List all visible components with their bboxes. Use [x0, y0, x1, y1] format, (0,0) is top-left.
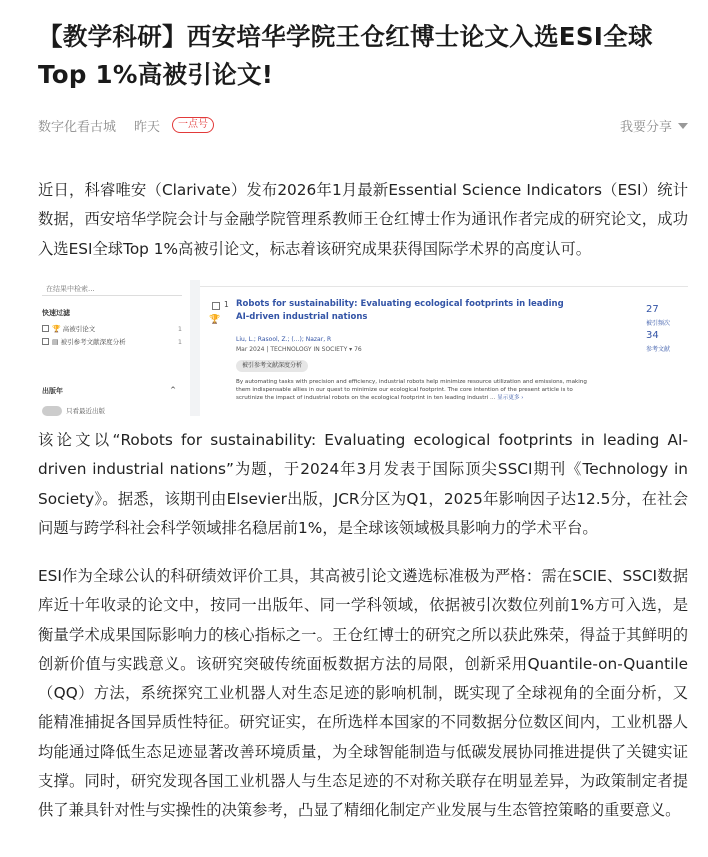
record-number: 1 — [224, 300, 229, 309]
paragraph-3: ESI作为全球公认的科研绩效评价工具，其高被引论文遴选标准极为严格：需在SCIE、SSCI数据库近十年收录的论文中，按同一出版年、同一学科领域，依据被引次数位列前1%方可入选，是衡量学术成果国际影响力的核心指标之一。王仓红博士的研究之所以获此殊荣，得益于其鲜明的创新价值与实践意义。该研究突破传统面板数据方法的局限，创新采用Quantile-on-Quantile（QQ）方法，系统探究工业机器人对生态足迹的影响机制，既实现了全球视角的全面分析，又能精准捕捉各国异质性特征。研究证实，在所选样本国家的不同数据分位数区间内，工业机器人均能通过降低生态足迹显著改善环境质量，为全球智能制造与低碳发展协同推进提供了关键实证支撑。同时，研究发现各国工业机器人与生态足迹的不对称关联存在明显差异，为政策制定者提供了兼具针对性与实操性的决策参考，凸显了精细化制定产业发展与生态管控策略的重要意义。 — [38, 567, 688, 820]
checkbox-icon — [212, 302, 220, 310]
reference-label: 参考文献 — [646, 346, 671, 353]
record-abstract — [236, 378, 596, 403]
result-record — [200, 280, 688, 416]
source-name[interactable]: 数字化看古城 — [38, 119, 117, 135]
filter-panel — [38, 280, 188, 416]
paragraph-1: 近日，科睿唯安（Clarivate）发布2026年1月最新Essential Science Indicators（ESI）统计数据，西安培华学院会计与金融学院管理系教师王仓红博士作为通讯作者完成的研究论文，成功入选ESI全球Top 1%高被引论文，标志着该研究成果获得国际学术界的高度认可。 — [38, 181, 688, 258]
filter2-label: 被引参考文献深度分析 — [60, 338, 126, 346]
analysis-icon: ▤ — [52, 337, 59, 346]
filter2-count: 1 — [177, 337, 182, 346]
filter1-count: 1 — [177, 324, 182, 333]
publish-time: 昨天 — [134, 119, 161, 135]
divider-line — [200, 286, 688, 287]
article-title: 【教学科研】西安培华学院王仓红博士论文入选ESI全球Top 1%高被引论文! — [38, 22, 653, 89]
show-more-link: 显示更多 › — [497, 395, 524, 402]
trophy-icon: 🏆 — [209, 315, 221, 325]
record-journal: Mar 2024 | TECHNOLOGY IN SOCIETY ▾ 76 — [236, 346, 362, 353]
panel-divider — [190, 280, 200, 416]
pub-year-label: 出版年 — [42, 387, 63, 395]
record-authors: Liu, L.; Rasool, Z.; (...); Nazar, R — [236, 336, 332, 343]
citation-label: 被引频次 — [646, 320, 671, 327]
share-button[interactable] — [620, 116, 688, 135]
toggle-icon — [42, 406, 62, 416]
filter-highly-cited — [42, 324, 182, 333]
chevron-down-icon — [678, 123, 688, 129]
embedded-screenshot — [38, 280, 688, 416]
quick-filter-heading: 快速过滤 — [42, 309, 70, 317]
reference-analysis-button: 被引参考文献深度分析 — [236, 360, 308, 372]
paragraph-2: 该论文以“Robots for sustainability: Evaluating ecological footprints in leading AI-driven industrial nations”为题，于2024年3月发表于国际顶尖SSCI期刊《Technology in Society》。据悉，该期刊由Elsevier出版，JCR分区为Q1，2025年影响因子达12.5分，在社会问题与跨学科社会科学领域排名稳居前1%，是全球该领域极具影响力的学术平台。 — [38, 431, 688, 537]
checkbox-icon — [42, 338, 49, 345]
filter1-label: 高被引论文 — [62, 325, 96, 333]
abstract-text: By automating tasks with precision and efficiency, industrial robots help minimize resource utilization and emissions, making them indispensable allies in our quest to minimize our ecological footprint. The core intention of the present article is to scrutinize the impact of industrial robots on the ecological footprint in ten leading industri ... — [236, 379, 587, 402]
share-label: 我要分享 — [619, 119, 672, 135]
trophy-icon: 🏆 — [52, 324, 61, 333]
chevron-up-icon: ^ — [170, 386, 176, 394]
filter-reference-analysis — [42, 337, 182, 346]
result-search-input: 在结果中检索... — [42, 280, 182, 296]
pub-year-heading — [42, 386, 182, 396]
source-badge: 一点号 — [172, 117, 214, 133]
record-title: Robots for sustainability: Evaluating ecological footprints in leading AI-driven industrial nations — [236, 299, 564, 322]
reference-count: 34 — [646, 330, 659, 341]
toggle-label: 只看最近出版 — [66, 407, 105, 415]
article-meta — [38, 114, 688, 136]
citation-count: 27 — [646, 304, 659, 315]
checkbox-icon — [42, 325, 49, 332]
